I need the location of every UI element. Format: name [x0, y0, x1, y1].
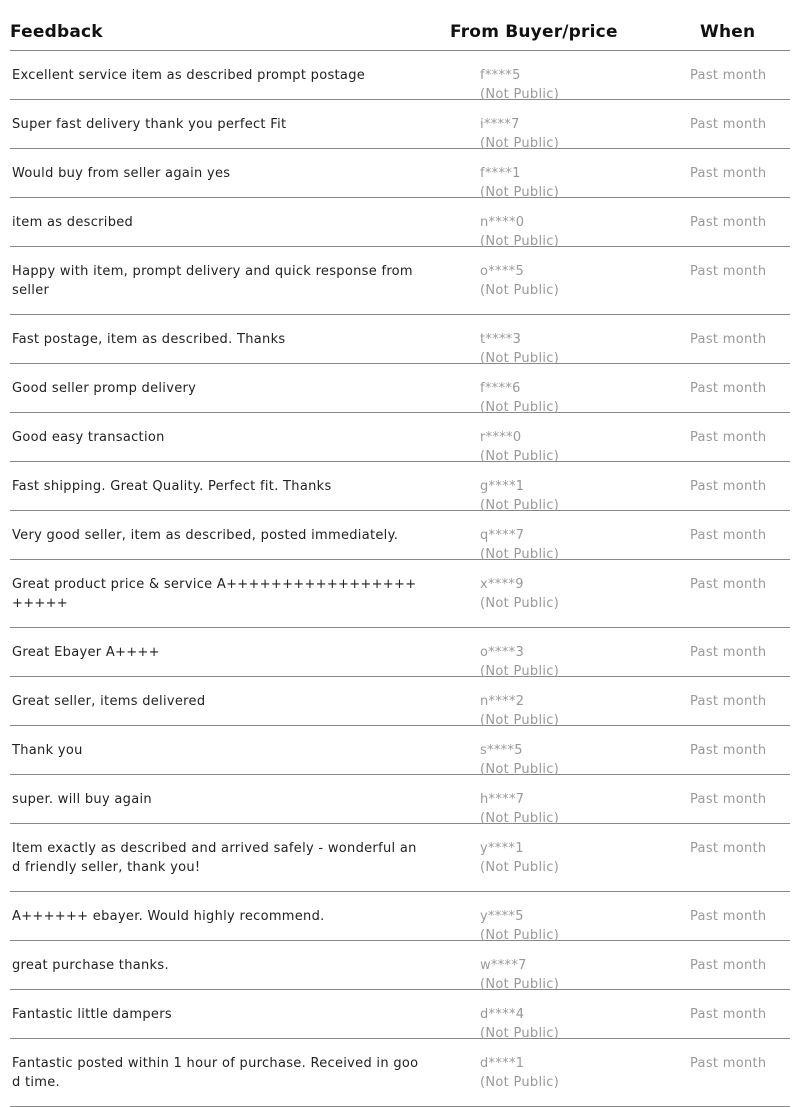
table-row [10, 198, 790, 247]
buyer-visibility: (Not Public) [480, 811, 560, 826]
feedback-text: Fantastic little dampers [12, 1007, 172, 1022]
when-cell: Past month [690, 381, 767, 396]
table-row [10, 1039, 790, 1107]
buyer-visibility: (Not Public) [480, 1075, 560, 1090]
buyer-visibility: (Not Public) [480, 664, 560, 679]
buyer-cell [480, 575, 559, 613]
buyer-cell [480, 956, 559, 994]
buyer-visibility: (Not Public) [480, 449, 560, 464]
feedback-text: Great Ebayer A++++ [12, 645, 160, 660]
feedback-text: Excellent service item as described prompt postage [12, 68, 366, 83]
buyer-id: o****5 [480, 264, 525, 279]
buyer-cell [480, 1005, 559, 1043]
buyer-id: g****1 [480, 479, 525, 494]
when-cell: Past month [690, 1056, 767, 1071]
buyer-visibility: (Not Public) [480, 928, 560, 943]
buyer-visibility: (Not Public) [480, 860, 560, 875]
buyer-cell [480, 790, 559, 828]
buyer-id: q****7 [480, 528, 525, 543]
feedback-text: great purchase thanks. [12, 958, 169, 973]
when-cell: Past month [690, 909, 767, 924]
table-row [10, 413, 790, 462]
when-cell: Past month [690, 841, 767, 856]
table-row [10, 100, 790, 149]
when-cell: Past month [690, 528, 767, 543]
buyer-cell [480, 428, 559, 466]
feedback-text: Good seller promp delivery [12, 381, 197, 396]
when-cell: Past month [690, 215, 767, 230]
table-header [10, 0, 790, 51]
buyer-cell [480, 213, 559, 251]
buyer-cell [480, 115, 559, 153]
buyer-visibility: (Not Public) [480, 977, 560, 992]
table-row [10, 51, 790, 100]
buyer-id: f****5 [480, 68, 521, 83]
feedback-text: Thank you [12, 743, 83, 758]
buyer-visibility: (Not Public) [480, 498, 560, 513]
table-row [10, 462, 790, 511]
buyer-visibility: (Not Public) [480, 87, 560, 102]
header-feedback: Feedback [10, 22, 103, 42]
buyer-id: r****0 [480, 430, 522, 445]
feedback-text: Would buy from seller again yes [12, 166, 231, 181]
buyer-id: w****7 [480, 958, 527, 973]
feedback-text: Happy with item, prompt delivery and quick response from seller [12, 264, 413, 298]
buyer-id: y****1 [480, 841, 524, 856]
buyer-id: s****5 [480, 743, 523, 758]
when-cell: Past month [690, 166, 767, 181]
table-row [10, 941, 790, 990]
when-cell: Past month [690, 743, 767, 758]
buyer-visibility: (Not Public) [480, 1026, 560, 1041]
buyer-id: i****7 [480, 117, 520, 132]
buyer-id: d****1 [480, 1056, 525, 1071]
buyer-id: f****1 [480, 166, 521, 181]
buyer-cell [480, 330, 559, 368]
when-cell: Past month [690, 430, 767, 445]
buyer-cell [480, 526, 559, 564]
buyer-cell [480, 741, 559, 779]
table-row [10, 149, 790, 198]
buyer-id: t****3 [480, 332, 522, 347]
feedback-text: Good easy transaction [12, 430, 165, 445]
buyer-id: n****0 [480, 215, 525, 230]
buyer-visibility: (Not Public) [480, 185, 560, 200]
when-cell: Past month [690, 792, 767, 807]
buyer-visibility: (Not Public) [480, 234, 560, 249]
buyer-id: d****4 [480, 1007, 525, 1022]
when-cell: Past month [690, 117, 767, 132]
feedback-text: Great seller, items delivered [12, 694, 206, 709]
buyer-id: f****6 [480, 381, 521, 396]
buyer-cell [480, 379, 559, 417]
when-cell: Past month [690, 577, 767, 592]
table-row [10, 247, 790, 315]
buyer-id: o****3 [480, 645, 525, 660]
when-cell: Past month [690, 645, 767, 660]
when-cell: Past month [690, 332, 767, 347]
when-cell: Past month [690, 958, 767, 973]
header-from-buyer-price: From Buyer/price [450, 22, 618, 42]
when-cell: Past month [690, 694, 767, 709]
buyer-cell [480, 262, 559, 300]
when-cell: Past month [690, 479, 767, 494]
feedback-text: super. will buy again [12, 792, 152, 807]
buyer-visibility: (Not Public) [480, 136, 560, 151]
feedback-text: item as described [12, 215, 134, 230]
feedback-text: Fast postage, item as described. Thanks [12, 332, 286, 347]
buyer-id: n****2 [480, 694, 525, 709]
table-row [10, 892, 790, 941]
table-row [10, 824, 790, 892]
buyer-id: y****5 [480, 909, 524, 924]
header-when: When [700, 22, 756, 42]
buyer-visibility: (Not Public) [480, 351, 560, 366]
feedback-text: Item exactly as described and arrived safely - wonderful and friendly seller, thank you! [12, 841, 417, 875]
feedback-text: Great product price & service A++++++++++++++++++++++ [12, 577, 417, 611]
feedback-text: Fast shipping. Great Quality. Perfect fit. Thanks [12, 479, 332, 494]
buyer-id: x****9 [480, 577, 524, 592]
table-row [10, 364, 790, 413]
buyer-visibility: (Not Public) [480, 596, 560, 611]
feedback-text: Fantastic posted within 1 hour of purchase. Received in good time. [12, 1056, 419, 1090]
feedback-text: A++++++ ebayer. Would highly recommend. [12, 909, 325, 924]
table-row [10, 677, 790, 726]
feedback-table [10, 0, 790, 1107]
buyer-cell [480, 839, 559, 877]
buyer-visibility: (Not Public) [480, 283, 560, 298]
buyer-visibility: (Not Public) [480, 762, 560, 777]
when-cell: Past month [690, 1007, 767, 1022]
table-row [10, 726, 790, 775]
buyer-id: h****7 [480, 792, 525, 807]
buyer-cell [480, 907, 559, 945]
when-cell: Past month [690, 264, 767, 279]
when-cell: Past month [690, 68, 767, 83]
buyer-visibility: (Not Public) [480, 400, 560, 415]
buyer-visibility: (Not Public) [480, 713, 560, 728]
buyer-visibility: (Not Public) [480, 547, 560, 562]
feedback-text: Very good seller, item as described, posted immediately. [12, 528, 399, 543]
table-row [10, 990, 790, 1039]
buyer-cell [480, 66, 559, 104]
feedback-text: Super fast delivery thank you perfect Fit [12, 117, 287, 132]
table-row [10, 511, 790, 560]
table-row [10, 775, 790, 824]
buyer-cell [480, 477, 559, 515]
buyer-cell [480, 1054, 559, 1092]
buyer-cell [480, 643, 559, 681]
buyer-cell [480, 692, 559, 730]
table-row [10, 315, 790, 364]
table-row [10, 628, 790, 677]
buyer-cell [480, 164, 559, 202]
table-row [10, 560, 790, 628]
